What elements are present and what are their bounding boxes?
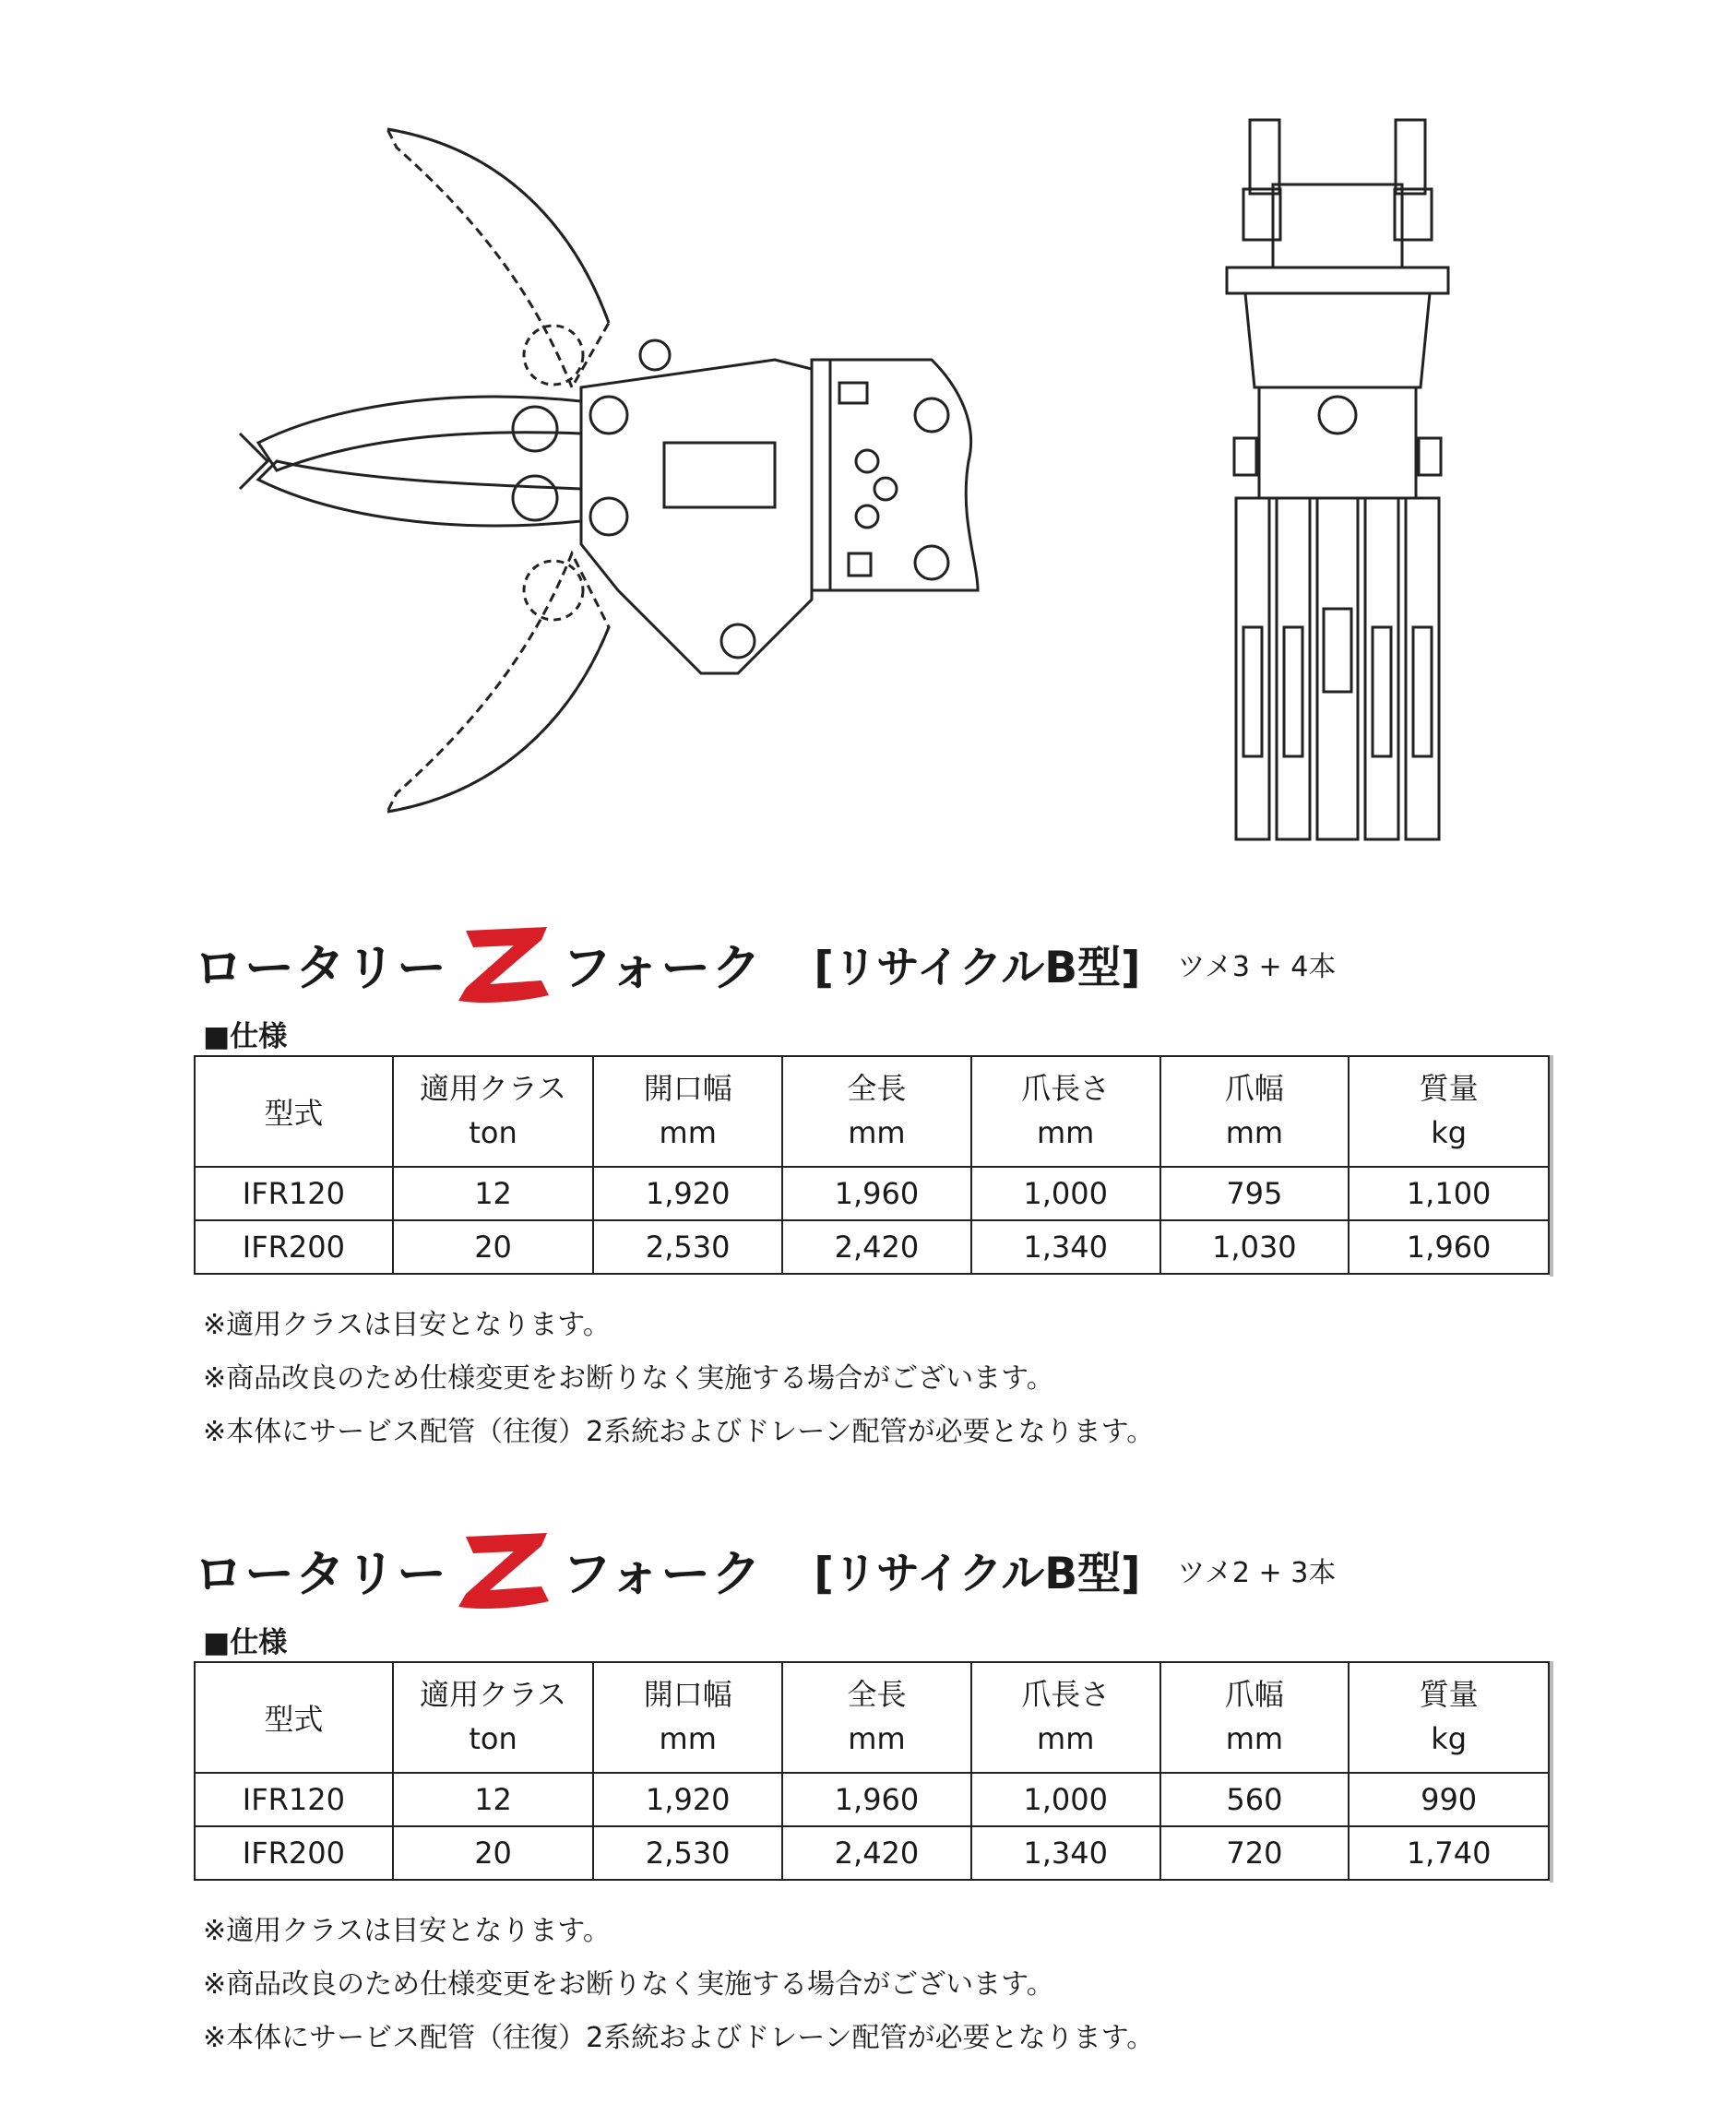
product-type: [リサイクルB型]	[814, 1548, 1141, 1599]
cell-mass: 1,100	[1349, 1167, 1549, 1220]
side-view-drawing	[221, 111, 1015, 849]
z-logo-icon	[453, 923, 556, 1004]
cell-length: 1,960	[782, 1167, 971, 1220]
header-opening: 開口幅	[593, 1056, 782, 1111]
header-model: 型式	[195, 1662, 393, 1773]
unit-opening: mm	[593, 1717, 782, 1773]
cell-tine-width: 560	[1160, 1773, 1350, 1826]
unit-mass: kg	[1349, 1111, 1549, 1167]
cell-opening: 1,920	[593, 1167, 782, 1220]
cell-model: IFR120	[195, 1167, 393, 1220]
spec-label: ■仕様	[203, 1020, 288, 1053]
header-tine-width: 爪幅	[1160, 1056, 1350, 1111]
cell-opening: 2,530	[593, 1826, 782, 1880]
header-length: 全長	[782, 1056, 971, 1111]
header-class: 適用クラス	[393, 1056, 594, 1111]
cell-tine-length: 1,340	[971, 1220, 1160, 1274]
header-mass: 質量	[1349, 1662, 1549, 1717]
section-title	[194, 922, 1550, 1005]
cell-model: IFR200	[195, 1220, 393, 1274]
cell-tine-width: 1,030	[1160, 1220, 1350, 1274]
cell-mass: 990	[1349, 1773, 1549, 1826]
front-view-drawing	[1218, 111, 1494, 849]
header-mass: 質量	[1349, 1056, 1549, 1111]
cell-model: IFR200	[195, 1826, 393, 1880]
table-shadow	[1550, 1661, 1553, 1883]
header-tine-length: 爪長さ	[971, 1662, 1160, 1717]
tine-count: ツメ2 + 3本	[1177, 1557, 1337, 1589]
unit-opening: mm	[593, 1111, 782, 1167]
header-class: 適用クラス	[393, 1662, 594, 1717]
product-name-part2: フォーク	[562, 938, 763, 997]
cell-class: 12	[393, 1167, 594, 1220]
unit-length: mm	[782, 1717, 971, 1773]
cell-length: 2,420	[782, 1826, 971, 1880]
tine-count: ツメ3 + 4本	[1177, 951, 1337, 983]
product-name-part2: フォーク	[562, 1544, 763, 1603]
cell-tine-length: 1,000	[971, 1167, 1160, 1220]
notes	[203, 1905, 1154, 2065]
cell-length: 1,960	[782, 1773, 971, 1826]
cell-class: 20	[393, 1826, 594, 1880]
header-model: 型式	[195, 1056, 393, 1167]
cell-mass: 1,960	[1349, 1220, 1549, 1274]
cell-tine-length: 1,000	[971, 1773, 1160, 1826]
unit-class: ton	[393, 1111, 594, 1167]
cell-tine-width: 795	[1160, 1167, 1350, 1220]
header-length: 全長	[782, 1662, 971, 1717]
note-item: ※本体にサービス配管（往復）2系統およびドレーン配管が必要となります。	[203, 2022, 1155, 2054]
note-item: ※商品改良のため仕様変更をお断りなく実施する場合がございます。	[203, 1968, 1054, 2001]
product-name-part1: ロータリー	[194, 938, 447, 997]
cell-mass: 1,740	[1349, 1826, 1549, 1880]
cell-tine-width: 720	[1160, 1826, 1350, 1880]
cell-tine-length: 1,340	[971, 1826, 1160, 1880]
table-row	[195, 1773, 1549, 1826]
cell-model: IFR120	[195, 1773, 393, 1826]
z-logo-icon	[453, 1529, 556, 1610]
table-row	[195, 1167, 1549, 1220]
notes	[203, 1299, 1154, 1459]
unit-tine-length: mm	[971, 1717, 1160, 1773]
unit-mass: kg	[1349, 1717, 1549, 1773]
spec-table	[194, 1055, 1550, 1275]
table-row	[195, 1826, 1549, 1880]
note-item: ※商品改良のため仕様変更をお断りなく実施する場合がございます。	[203, 1362, 1054, 1395]
note-item: ※適用クラスは目安となります。	[203, 1309, 611, 1341]
header-tine-width: 爪幅	[1160, 1662, 1350, 1717]
cell-class: 12	[393, 1773, 594, 1826]
product-type: [リサイクルB型]	[814, 942, 1141, 993]
cell-opening: 2,530	[593, 1220, 782, 1274]
cell-length: 2,420	[782, 1220, 971, 1274]
table-row	[195, 1220, 1549, 1274]
unit-tine-length: mm	[971, 1111, 1160, 1167]
table-shadow	[1550, 1055, 1553, 1277]
header-opening: 開口幅	[593, 1662, 782, 1717]
cell-opening: 1,920	[593, 1773, 782, 1826]
cell-class: 20	[393, 1220, 594, 1274]
spec-table	[194, 1661, 1550, 1881]
note-item: ※本体にサービス配管（往復）2系統およびドレーン配管が必要となります。	[203, 1416, 1155, 1448]
product-name-part1: ロータリー	[194, 1544, 447, 1603]
section-title	[194, 1528, 1550, 1611]
unit-tine-width: mm	[1160, 1111, 1350, 1167]
note-item: ※適用クラスは目安となります。	[203, 1915, 611, 1947]
unit-tine-width: mm	[1160, 1717, 1350, 1773]
header-tine-length: 爪長さ	[971, 1056, 1160, 1111]
unit-length: mm	[782, 1111, 971, 1167]
spec-label: ■仕様	[203, 1626, 288, 1659]
unit-class: ton	[393, 1717, 594, 1773]
